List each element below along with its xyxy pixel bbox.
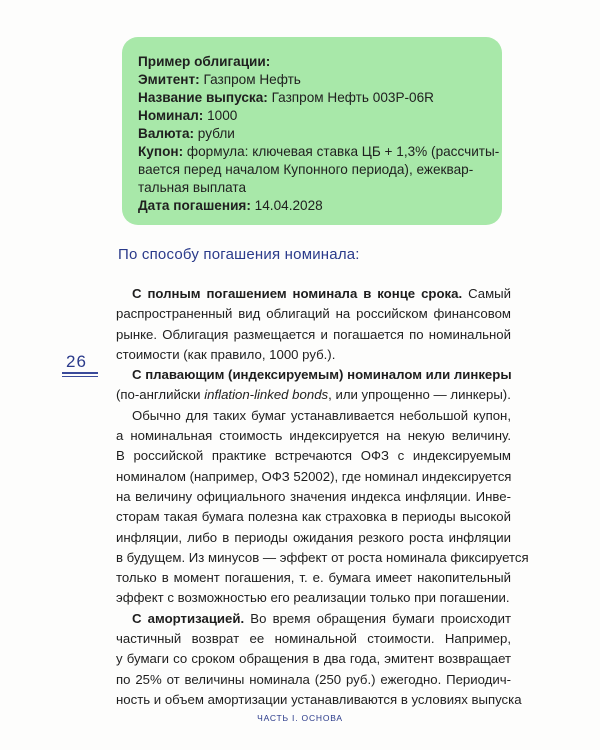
paragraph-line: на величину официального значения индекса инфляции. Инве- (116, 488, 511, 504)
issuer-value: Газпром Нефть (199, 72, 301, 87)
example-row-nominal (138, 107, 502, 125)
example-row-issuer (138, 71, 502, 89)
paragraph-line: В российской практике встречаются ОФЗ с индексируемым (116, 448, 511, 464)
paragraph-line (116, 365, 511, 385)
text-run: (по-английски (116, 387, 205, 403)
paragraph-line: у бумаги со сроком обращения в два года, эмитент возвращает (116, 651, 511, 667)
paragraph-line: частичный возврат ее номинальной стоимости. Например, (116, 631, 511, 647)
section-heading: По способу погашения номинала: (118, 246, 360, 263)
paragraph-line: сторам такая бумага полезна как страховка в периоды высокой (116, 509, 511, 525)
nominal-value: 1000 (203, 108, 238, 123)
paragraph-line: по 25% от величины номинала (250 руб.) ежегодно. Периодич- (116, 671, 511, 687)
currency-value: рубли (194, 126, 235, 141)
maturity-key: Дата погашения: (138, 198, 251, 213)
paragraph-line (116, 609, 511, 629)
nominal-key: Номинал: (138, 108, 204, 123)
body-text (116, 284, 529, 710)
paragraph-line: рынке. Облигация размещается и погашается по номинальной (116, 326, 511, 342)
issue-name-value: Газпром Нефть 003Р-06R (267, 90, 434, 105)
paragraph-line: а номинальная стоимость индексируется на некую величину. (116, 428, 511, 444)
issue-name-key: Название выпуска: (138, 90, 268, 105)
paragraph-line: стоимости (как правило, 1000 руб.). (116, 346, 336, 362)
paragraph-line: ность и объем амортизации устанавливаются в условиях выпуска (116, 691, 522, 707)
text-run: Во время обращения бумаги происходит (244, 610, 511, 626)
term-full-redemption: С полным погашением номинала в конце срока. (132, 286, 463, 301)
paragraph-line: эффект с возможностью его реализации только при погашении. (116, 590, 510, 606)
paragraph-line: номиналом (например, ОФЗ 52002), где номинал индексируется (116, 468, 512, 484)
coupon-continuation-1: вается перед началом Купонного периода), ежеквар- (138, 162, 474, 177)
paragraph-line: Обычно для таких бумаг устанавливается небольшой купон, (132, 407, 511, 423)
paragraph-line: только в момент погашения, т. е. бумага имеет накопительный (116, 570, 511, 586)
currency-key: Валюта: (138, 126, 195, 141)
running-footer: ЧАСТЬ I. ОСНОВА (257, 713, 343, 723)
example-row-currency (138, 125, 502, 143)
page-number-underline (62, 372, 98, 374)
coupon-continuation-2: тальная выплата (138, 180, 247, 195)
coupon-value: формула: ключевая ставка ЦБ + 1,3% (рассчиты- (183, 144, 500, 159)
italic-term: inflation-linked bonds (204, 387, 329, 403)
example-title: Пример облигации: (138, 54, 271, 69)
term-amortization: С амортизацией. (132, 610, 245, 626)
bond-example-box (122, 37, 502, 225)
paragraph-line: распространенный вид облигаций на российском финансовом (116, 306, 511, 322)
example-row-issue-name (138, 89, 502, 107)
paragraph-line (116, 284, 511, 304)
example-row-maturity (138, 197, 502, 215)
page-number: 26 (66, 352, 87, 371)
text-run: Самый (462, 286, 511, 301)
page-number-underline-thin (62, 376, 98, 377)
example-row-coupon (138, 143, 502, 161)
issuer-key: Эмитент: (138, 72, 200, 87)
paragraph-line: в будущем. Из минусов — эффект от роста номинала фиксируется (116, 549, 529, 565)
maturity-value: 14.04.2028 (250, 198, 323, 213)
term-linkers: С плавающим (индексируемым) номиналом или линкеры (132, 367, 512, 383)
coupon-key: Купон: (138, 144, 184, 159)
paragraph-line: инфляции, либо в периоды ожидания резкого роста инфляции (116, 529, 511, 545)
paragraph-line (116, 385, 511, 405)
text-run: , или упрощенно — линкеры). (328, 387, 511, 403)
